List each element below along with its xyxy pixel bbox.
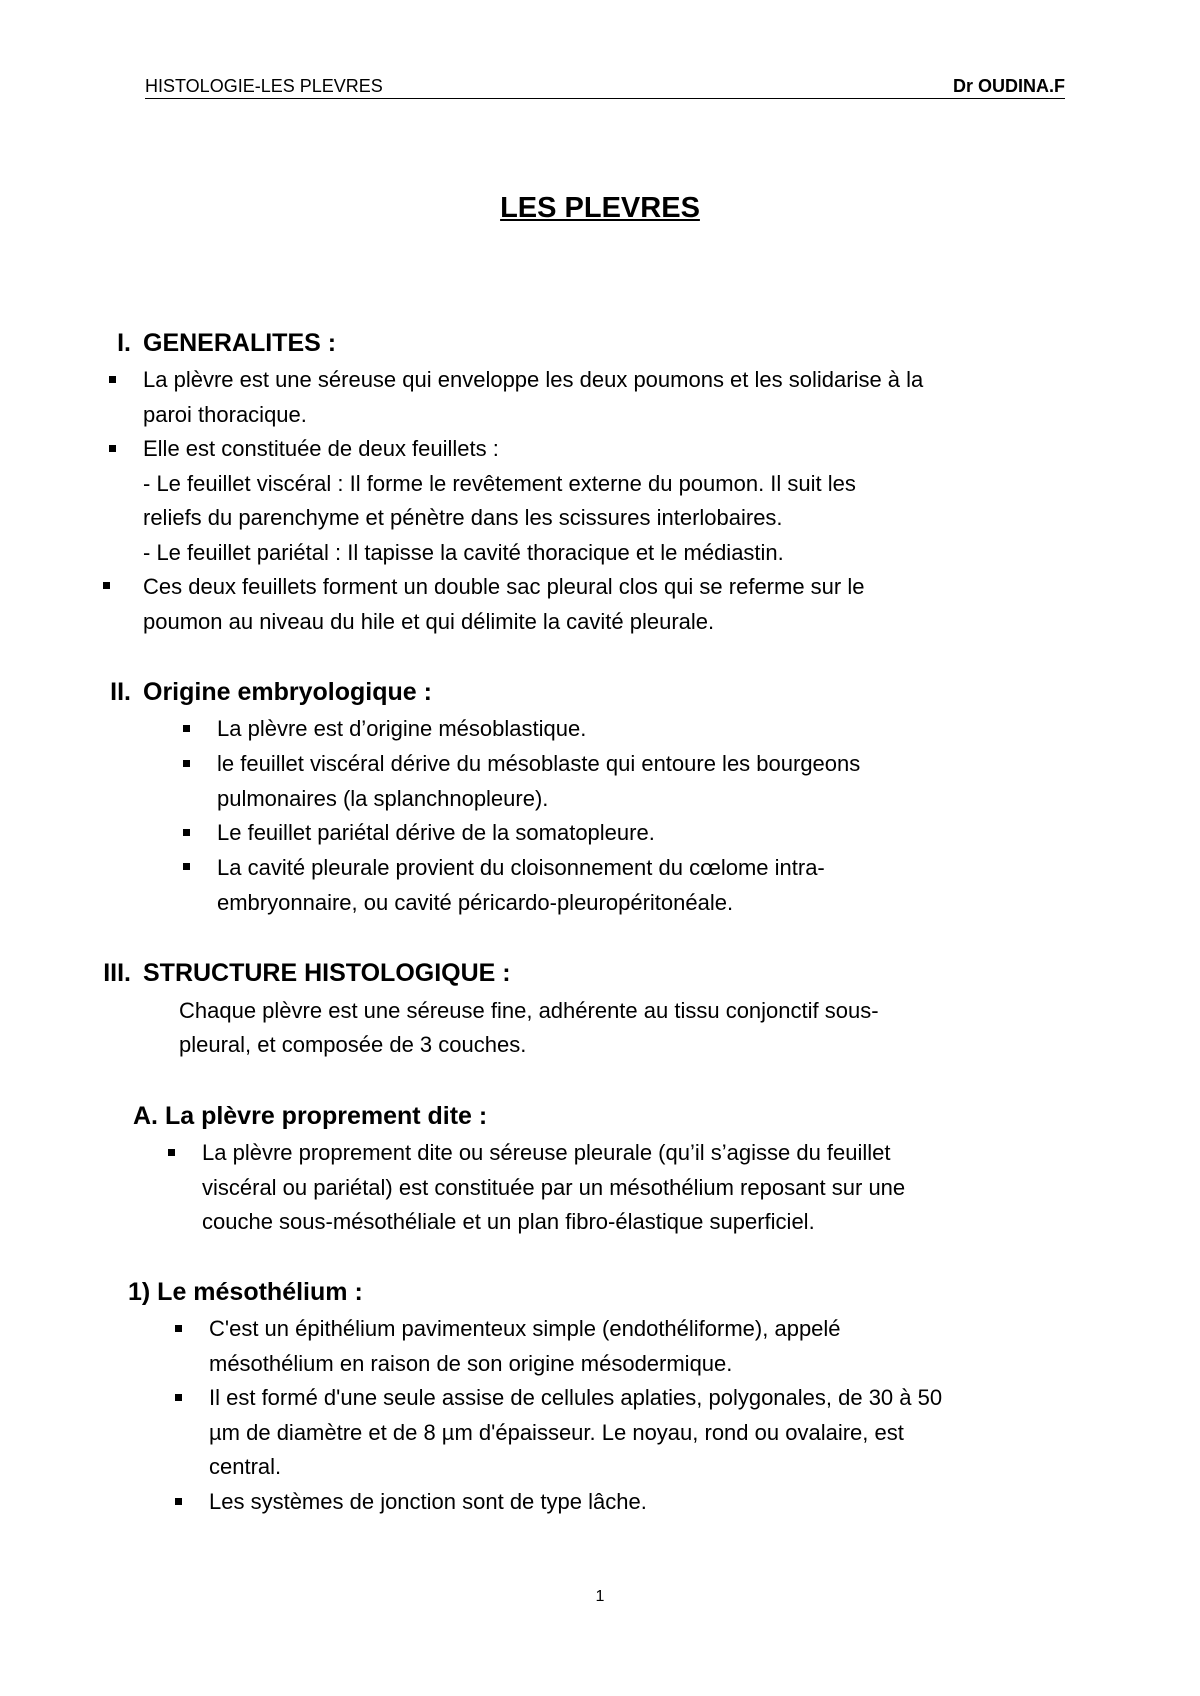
section-1-heading — [117, 328, 337, 358]
bullet-square-icon — [183, 829, 190, 836]
s3-intro-line-2: pleural, et composée de 3 couches. — [179, 1032, 527, 1057]
bullet-square-icon — [109, 376, 116, 383]
section-3-number: III. — [103, 959, 131, 987]
s1-bullet-3-line-1: Ces deux feuillets forment un double sac pleural clos qui se referme sur le — [143, 574, 865, 599]
s3-intro-line-1: Chaque plèvre est une séreuse fine, adhérente au tissu conjonctif sous- — [179, 998, 879, 1023]
header-course-title: HISTOLOGIE-LES PLEVRES — [145, 76, 383, 96]
s1-bullet-1-line-2: paroi thoracique. — [143, 402, 307, 427]
page-header — [145, 76, 1065, 99]
bullet-square-icon — [109, 445, 116, 452]
s1-bullet-2-line-3: reliefs du parenchyme et pénètre dans les scissures interlobaires. — [143, 505, 783, 530]
subA-bullet-1-line-3: couche sous-mésothéliale et un plan fibro-élastique superficiel. — [202, 1209, 815, 1234]
section-3-heading — [103, 958, 511, 988]
sub1-bullet-1-line-2: mésothélium en raison de son origine mésodermique. — [209, 1351, 733, 1376]
section-1-title: GENERALITES : — [143, 329, 337, 357]
header-author: Dr OUDINA.F — [953, 76, 1065, 96]
document-title: LES PLEVRES — [500, 192, 700, 224]
s2-bullet-2-line-2: pulmonaires (la splanchnopleure). — [217, 786, 549, 811]
sub1-bullet-2-line-3: central. — [209, 1454, 282, 1479]
s2-bullet-4-line-1: La cavité pleurale provient du cloisonnement du cœlome intra- — [217, 855, 825, 880]
subA-bullet-1-line-2: viscéral ou pariétal) est constituée par un mésothélium reposant sur une — [202, 1175, 906, 1200]
s1-bullet-2-line-2: - Le feuillet viscéral : Il forme le revêtement externe du poumon. Il suit les — [143, 471, 856, 496]
subsection-1-heading: 1) Le mésothélium : — [128, 1278, 363, 1306]
section-2-number: II. — [110, 678, 131, 706]
bullet-square-icon — [183, 760, 190, 767]
bullet-square-icon — [175, 1325, 182, 1332]
sub1-bullet-3-line-1: Les systèmes de jonction sont de type lâche. — [209, 1489, 647, 1514]
section-3-title: STRUCTURE HISTOLOGIQUE : — [143, 959, 511, 987]
page-number: 1 — [595, 1588, 605, 1605]
sub1-bullet-2-line-1: Il est formé d'une seule assise de cellules aplaties, polygonales, de 30 à 50 — [209, 1385, 943, 1410]
subsection-a-heading: A. La plèvre proprement dite : — [133, 1102, 488, 1130]
s1-bullet-3-line-2: poumon au niveau du hile et qui délimite la cavité pleurale. — [143, 609, 715, 634]
sub1-bullet-2-line-2: µm de diamètre et de 8 µm d'épaisseur. Le noyau, rond ou ovalaire, est — [209, 1420, 904, 1445]
s1-bullet-2-line-4: - Le feuillet pariétal : Il tapisse la cavité thoracique et le médiastin. — [143, 540, 784, 565]
s1-bullet-1-line-1: La plèvre est une séreuse qui enveloppe les deux poumons et les solidarise à la — [143, 367, 924, 392]
bullet-square-icon — [183, 725, 190, 732]
s2-bullet-1-line-1: La plèvre est d’origine mésoblastique. — [217, 716, 587, 741]
bullet-square-icon — [183, 863, 190, 870]
subA-bullet-1-line-1: La plèvre proprement dite ou séreuse pleurale (qu’il s’agisse du feuillet — [202, 1140, 891, 1165]
s1-bullet-2-line-1: Elle est constituée de deux feuillets : — [143, 436, 499, 461]
s2-bullet-4-line-2: embryonnaire, ou cavité péricardo-pleuropéritonéale. — [217, 890, 734, 915]
s2-bullet-2-line-1: le feuillet viscéral dérive du mésoblaste qui entoure les bourgeons — [217, 751, 861, 776]
section-1-number: I. — [117, 329, 131, 357]
bullet-square-icon — [175, 1498, 182, 1505]
bullet-square-icon — [175, 1394, 182, 1401]
s2-bullet-3-line-1: Le feuillet pariétal dérive de la somatopleure. — [217, 820, 655, 845]
sub1-bullet-1-line-1: C'est un épithélium pavimenteux simple (endothéliforme), appelé — [209, 1316, 841, 1341]
section-2-heading — [110, 677, 432, 707]
bullet-square-icon — [168, 1149, 175, 1156]
bullet-square-icon — [103, 582, 110, 589]
section-2-title: Origine embryologique : — [143, 678, 432, 706]
